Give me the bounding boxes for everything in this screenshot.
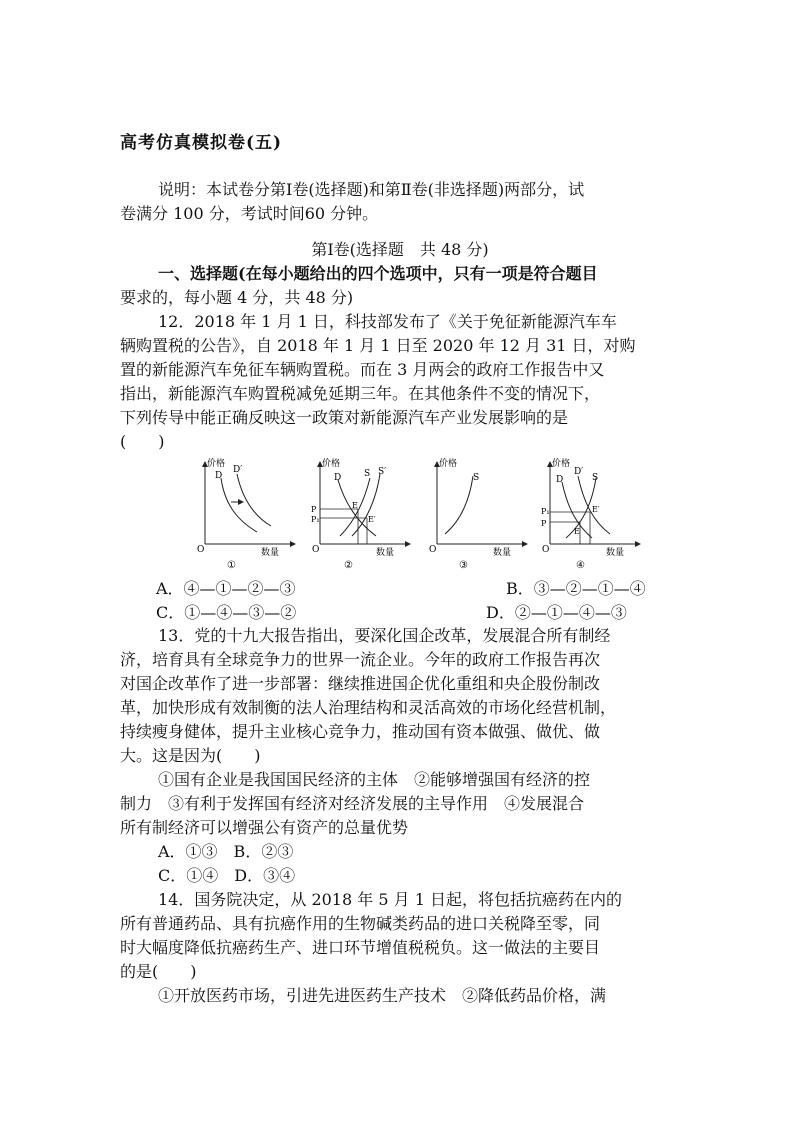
question-14 — [120, 888, 680, 1008]
q13-line: 革，加快形成有效制衡的法人治理结构和灵活高效的市场化经营机制， — [120, 698, 617, 717]
q13-line: 所有制经济可以增强公有资产的总量优势 — [120, 818, 409, 837]
diagram-3 — [427, 452, 537, 572]
diagram-3-svg — [427, 452, 537, 572]
origin-label: O — [429, 545, 437, 555]
q14-line: 所有普通药品、具有抗癌作用的生物碱类药品的进口关税降至零，同 — [120, 914, 601, 933]
price-label: P — [541, 519, 547, 528]
y-axis-label: 价格 — [552, 459, 571, 469]
q13-line: 13．党的十九大报告指出，要深化国企改革，发展混合所有制经 — [158, 626, 611, 645]
q12-option-c[interactable]: C．①—④—③—② — [156, 603, 297, 622]
q13-line: ①国有企业是我国国民经济的主体 ②能够增强国有经济的控 — [158, 770, 591, 789]
diagram-2 — [310, 452, 420, 572]
q12-line: 12．2018 年 1 月 1 日，科技部发布了《关于免征新能源汽车车 — [158, 312, 617, 331]
q13-line: 制力 ③有利于发挥国有经济对经济发展的主导作用 ④发展混合 — [120, 794, 585, 813]
section-title — [120, 238, 680, 262]
part1-instructions — [120, 262, 680, 310]
diagram-number: ② — [344, 560, 353, 571]
intro-paragraph — [120, 178, 680, 226]
origin-label: O — [197, 545, 205, 555]
curve-label: D — [215, 471, 223, 481]
q14-line: 时大幅度降低抗癌药生产、进口环节增值税税负。这一做法的主要目 — [120, 938, 601, 957]
diagram-number: ① — [227, 560, 236, 571]
q14-line: ①开放医药市场，引进先进医药生产技术 ②降低药品价格，满 — [158, 986, 607, 1005]
curve-label: D′ — [233, 465, 243, 475]
origin-label: O — [312, 545, 320, 555]
y-axis-label: 价格 — [439, 459, 458, 469]
curve-label: D — [334, 473, 342, 483]
intro-line: 说明：本试卷分第Ⅰ卷(选择题)和第Ⅱ卷(非选择题)两部分，试 — [158, 180, 585, 199]
x-axis-label: 数量 — [606, 548, 625, 558]
price-label: P — [311, 505, 317, 514]
q12-option-a[interactable]: A．④—①—②—③ — [156, 579, 296, 598]
supply-curve-s — [445, 476, 473, 534]
point-label: E — [574, 527, 580, 536]
curve-label: D — [556, 475, 564, 485]
page-title: 高考仿真模拟卷(五) — [120, 133, 283, 153]
part1-text: 一、选择题(在每小题给出的四个选项中，只有一项是符合题目 — [158, 264, 598, 283]
diagram-2-svg — [310, 452, 420, 572]
price-label: P₁ — [311, 515, 320, 524]
diagram-number: ④ — [576, 560, 585, 571]
q12-line: 下列传导中能正确反映这一政策对新能源汽车产业发展影响的是 — [120, 408, 569, 427]
x-axis-label: 数量 — [376, 548, 395, 558]
x-axis-label: 数量 — [261, 548, 280, 558]
q12-line: ( ) — [120, 432, 165, 451]
q13-line: 持续瘦身健体，提升主业核心竞争力，推动国有资本做强、做优、做 — [120, 722, 601, 741]
q14-line: 14．国务院决定，从 2018 年 5 月 1 日起，将包括抗癌药在内的 — [158, 890, 622, 909]
diagram-4 — [540, 452, 650, 572]
part1-line: 要求的，每小题 4 分，共 48 分) — [120, 288, 354, 307]
part1-line — [120, 262, 680, 286]
section-title-text: 第Ⅰ卷(选择题 共 48 分) — [311, 240, 489, 259]
demand-curve-d — [221, 478, 257, 532]
q14-line: 的是( ) — [120, 962, 197, 981]
q13-line: 大。这是因为( ) — [120, 746, 261, 765]
point-label: E′ — [592, 505, 600, 514]
y-axis-label: 价格 — [207, 459, 226, 469]
question-12 — [120, 310, 680, 454]
q13-options-cd[interactable]: C．①④ D．③④ — [158, 866, 296, 885]
origin-label: O — [542, 545, 550, 555]
curve-label: S — [592, 473, 599, 483]
intro-line: 卷满分 100 分，考试时间60 分钟。 — [120, 204, 379, 223]
curve-label: S — [473, 473, 480, 483]
q12-option-d[interactable]: D．②—①—④—③ — [486, 603, 627, 622]
price-label: P₁ — [541, 507, 550, 516]
curve-label: S — [364, 469, 371, 479]
diagram-4-svg — [540, 452, 650, 572]
demand-curve-d-prime — [237, 474, 271, 526]
diagram-1 — [195, 452, 305, 572]
y-axis-label: 价格 — [322, 459, 341, 469]
curve-label: D′ — [574, 467, 584, 477]
q13-line: 济，培育具有全球竞争力的世界一流企业。今年的政府工作报告再次 — [120, 650, 601, 669]
q13-options-ab[interactable]: A．①③ B．②③ — [158, 842, 294, 861]
diagram-1-svg — [195, 452, 305, 572]
q12-line: 指出，新能源汽车购置税减免延期三年。在其他条件不变的情况下， — [120, 384, 601, 403]
x-axis-label: 数量 — [493, 548, 512, 558]
q12-line: 置的新能源汽车免征车辆购置税。而在 3 月两会的政府工作报告中又 — [120, 360, 605, 379]
curve-label: S′ — [378, 467, 387, 477]
point-label: E′ — [368, 515, 376, 524]
q12-option-b[interactable]: B．③—②—①—④ — [506, 579, 646, 598]
q13-line: 对国企改革作了进一步部署：继续推进国企优化重组和央企股份制改 — [120, 674, 601, 693]
q12-line: 辆购置税的公告》，自 2018 年 1 月 1 日至 2020 年 12 月 31 日，对购 — [120, 336, 636, 355]
question-13 — [120, 624, 680, 888]
q12-diagrams — [195, 452, 650, 572]
point-label: E — [352, 501, 358, 510]
diagram-number: ③ — [459, 560, 468, 571]
